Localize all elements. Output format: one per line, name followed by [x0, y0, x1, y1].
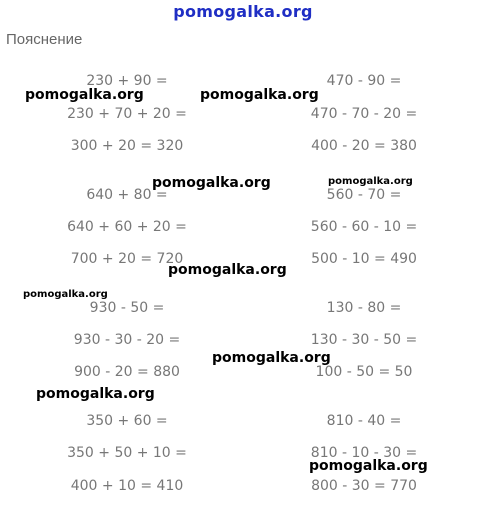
site-logo: pomogalka.org	[173, 2, 313, 21]
watermark: pomogalka.org	[36, 386, 155, 402]
problem-line: 230 + 90 =	[86, 73, 168, 89]
problem-line: 500 - 10 = 490	[311, 251, 417, 267]
problem-line: 300 + 20 = 320	[70, 138, 184, 154]
problem-line: 130 - 80 =	[326, 300, 402, 316]
problem-line: 640 + 80 =	[86, 187, 168, 203]
problem-line: 700 + 20 = 720	[70, 251, 184, 267]
watermark: pomogalka.org	[309, 458, 428, 474]
problem-line: 350 + 60 =	[86, 413, 168, 429]
watermark: pomogalka.org	[168, 262, 287, 278]
problem-line: 640 + 60 + 20 =	[67, 219, 187, 235]
problem-line: 560 - 60 - 10 =	[310, 219, 418, 235]
watermark: pomogalka.org	[328, 176, 413, 187]
problem-line: 350 + 50 + 10 =	[67, 445, 187, 461]
watermark: pomogalka.org	[200, 87, 319, 103]
watermark: pomogalka.org	[25, 87, 144, 103]
explanation-heading: Пояснение	[6, 31, 83, 48]
problem-line: 800 - 30 = 770	[311, 478, 417, 494]
problem-line: 470 - 70 - 20 =	[310, 106, 418, 122]
problem-line: 100 - 50 = 50	[315, 364, 413, 380]
problem-line: 400 + 10 = 410	[70, 478, 184, 494]
problem-line: 470 - 90 =	[326, 73, 402, 89]
problem-line: 810 - 40 =	[326, 413, 402, 429]
problem-line: 560 - 70 =	[326, 187, 402, 203]
problem-line: 810 - 10 - 30 =	[310, 445, 418, 461]
problem-line: 400 - 20 = 380	[311, 138, 417, 154]
problem-line: 930 - 50 =	[89, 300, 165, 316]
problem-line: 900 - 20 = 880	[74, 364, 180, 380]
problem-line: 230 + 70 + 20 =	[67, 106, 187, 122]
watermark: pomogalka.org	[23, 289, 108, 300]
problem-line: 930 - 30 - 20 =	[73, 332, 181, 348]
problem-line: 130 - 30 - 50 =	[310, 332, 418, 348]
watermark: pomogalka.org	[212, 350, 331, 366]
watermark: pomogalka.org	[152, 175, 271, 191]
